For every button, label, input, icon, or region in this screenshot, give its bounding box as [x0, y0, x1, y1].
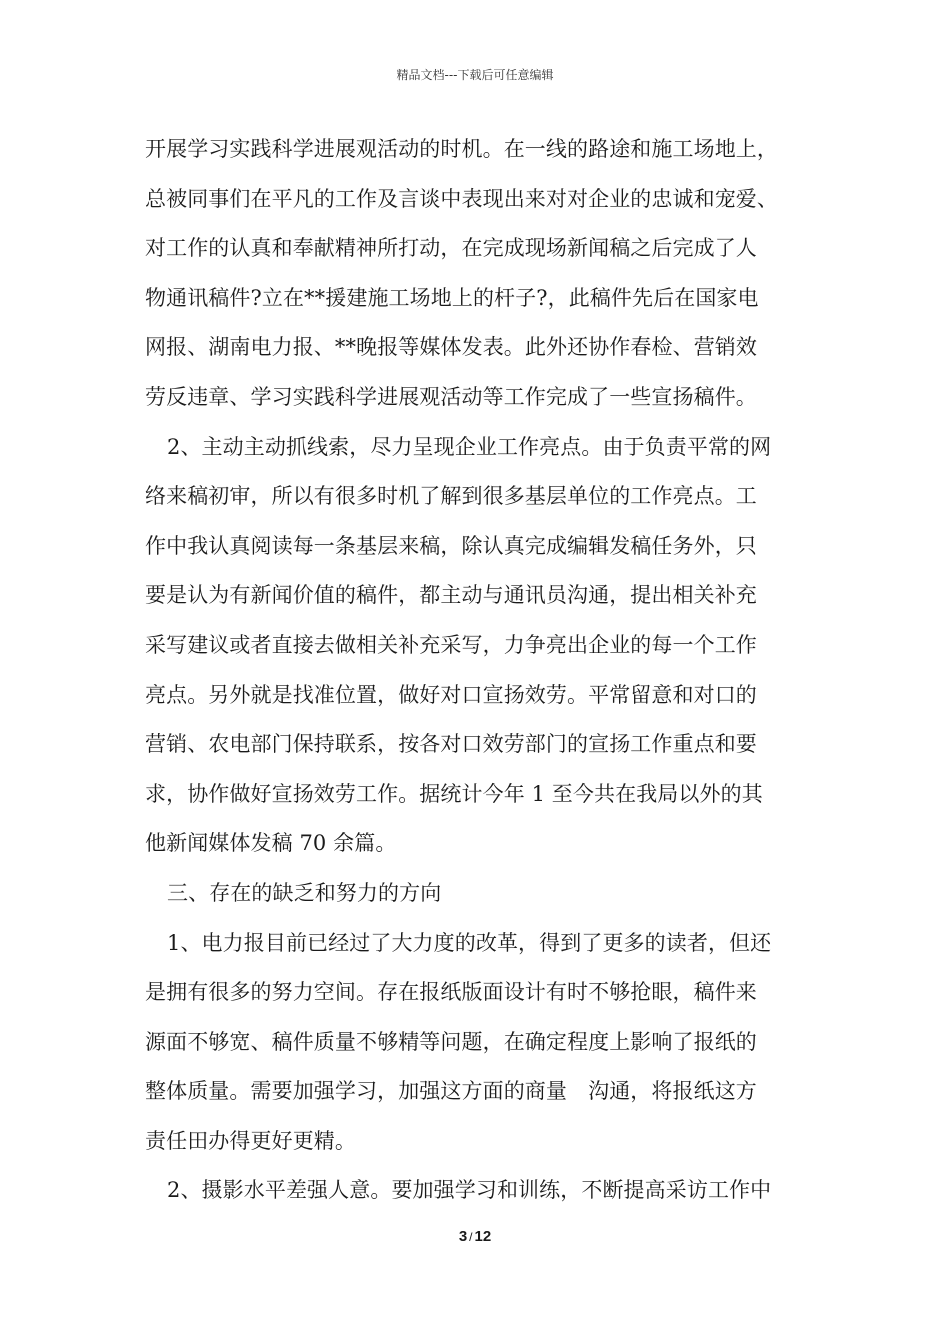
- paragraph-line: 作中我认真阅读每一条基层来稿，除认真完成编辑发稿任务外，只: [145, 533, 757, 558]
- total-pages-number: 12: [474, 1228, 492, 1245]
- paragraph-line: 物通讯稿件?立在**援建施工场地上的杆子?，此稿件先后在国家电: [145, 285, 759, 310]
- paragraph-line: 总被同事们在平凡的工作及言谈中表现出来对对企业的忠诚和宠爱、: [145, 186, 778, 211]
- paragraph-line: 亮点。另外就是找准位置，做好对口宣扬效劳。平常留意和对口的: [145, 682, 757, 707]
- paragraph-line: 求，协作做好宣扬效劳工作。据统计今年 1 至今共在我局以外的其: [145, 781, 763, 806]
- paragraph-line: 对工作的认真和奉献精神所打动，在完成现场新闻稿之后完成了人: [145, 236, 757, 261]
- page-separator: /: [469, 1230, 473, 1244]
- paragraph-line: 络来稿初审，所以有很多时机了解到很多基层单位的工作亮点。工: [145, 484, 757, 509]
- paragraph-line: 1、电力报目前已经过了大力度的改革，得到了更多的读者，但还: [167, 930, 772, 955]
- paragraph-line: 开展学习实践科学进展观活动的时机。在一线的路途和施工场地上，: [145, 137, 778, 161]
- paragraph-line: 采写建议或者直接去做相关补充采写，力争亮出企业的每一个工作: [145, 632, 757, 657]
- paragraph-line: 源面不够宽、稿件质量不够精等问题，在确定程度上影响了报纸的: [145, 1029, 757, 1054]
- paragraph-line: 营销、农电部门保持联系，按各对口效劳部门的宣扬工作重点和要: [145, 732, 757, 757]
- paragraph-line: 网报、湖南电力报、**晚报等媒体发表。此外还协作春检、营销效: [145, 335, 757, 360]
- paragraph-line: 2、摄影水平差强人意。要加强学习和训练，不断提高采访工作中: [167, 1178, 772, 1203]
- section-heading: 三、存在的缺乏和努力的方向: [167, 880, 442, 905]
- page-header: 精品文档---下载后可任意编辑: [396, 68, 554, 82]
- body-text: [145, 125, 807, 1216]
- paragraph-line: 是拥有很多的努力空间。存在报纸版面设计有时不够抢眼，稿件来: [145, 980, 757, 1005]
- current-page-number: 3: [458, 1228, 468, 1245]
- paragraph-line: 要是认为有新闻价值的稿件，都主动与通讯员沟通，提出相关补充: [145, 583, 757, 608]
- page-number: [0, 1227, 950, 1247]
- paragraph-line: 2、主动主动抓线索，尽力呈现企业工作亮点。由于负责平常的网: [167, 434, 772, 459]
- paragraph-line: 他新闻媒体发稿 70 余篇。: [145, 831, 397, 856]
- paragraph-line: 劳反违章、学习实践科学进展观活动等工作完成了一些宣扬稿件。: [145, 384, 757, 409]
- paragraph-line: 责任田办得更好更精。: [145, 1128, 356, 1153]
- paragraph-line: 整体质量。需要加强学习，加强这方面的商量 沟通，将报纸这方: [145, 1079, 757, 1104]
